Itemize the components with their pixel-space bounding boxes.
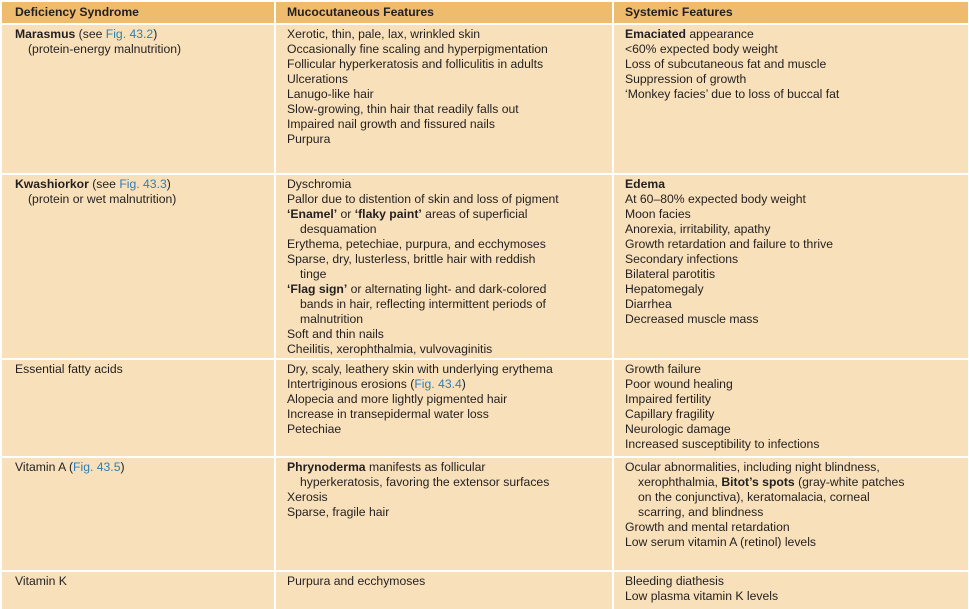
feature-bold: Emaciated [625, 27, 686, 41]
row-kwashiorkor-mucocutaneous [276, 175, 612, 358]
ref-suffix: ) [120, 460, 125, 474]
feature-line: Loss of subcutaneous fat and muscle [625, 57, 827, 71]
figure-link[interactable]: Fig. 43.3 [119, 177, 167, 191]
feature-line [287, 460, 612, 475]
syndrome-note: (protein or wet malnutrition) [28, 192, 177, 206]
feature-line: Capillary fragility [625, 407, 715, 421]
row-marasmus-mucocutaneous [276, 25, 612, 173]
feature-line: Soft and thin nails [287, 327, 384, 341]
syndrome-name: Marasmus [15, 27, 76, 41]
feature-line: Lanugo-like hair [287, 87, 374, 101]
feature-line: Ocular abnormalities, including night blindness, [625, 460, 880, 474]
deficiency-table [2, 2, 966, 603]
feature-line: Suppression of growth [625, 72, 747, 86]
ref-prefix: (see [88, 177, 120, 191]
row-marasmus-syndrome [2, 25, 274, 173]
feature-line: Low plasma vitamin K levels [625, 589, 779, 603]
feature-text: manifests as follicular [365, 460, 486, 474]
row-essential-fatty-acids-systemic [614, 360, 968, 456]
feature-line: Bleeding diathesis [625, 574, 724, 588]
feature-line: Hepatomegaly [625, 282, 704, 296]
feature-line: Petechiae [287, 422, 342, 436]
feature-line: Pallor due to distention of skin and loss of pigment [287, 192, 559, 206]
feature-line: Growth and mental retardation [625, 520, 790, 534]
row-vitamin-k-mucocutaneous [276, 572, 612, 609]
feature-line: <60% expected body weight [625, 42, 778, 56]
syndrome-name: Vitamin K [15, 574, 67, 588]
header-mucocutaneous-features: Mucocutaneous Features [276, 2, 612, 23]
feature-line [625, 475, 968, 490]
syndrome-name: Essential fatty acids [15, 362, 123, 376]
feature-line: Xerosis [287, 490, 328, 504]
feature-line: Purpura and ecchymoses [287, 574, 426, 588]
feature-line: Increase in transepidermal water loss [287, 407, 489, 421]
feature-bold: ‘Flag sign’ [287, 282, 348, 296]
ref-prefix: ( [65, 460, 74, 474]
feature-line: Impaired fertility [625, 392, 712, 406]
syndrome-note: (protein-energy malnutrition) [28, 42, 182, 56]
row-kwashiorkor-syndrome [2, 175, 274, 358]
feature-line [287, 282, 612, 297]
feature-line: Decreased muscle mass [625, 312, 759, 326]
row-marasmus-systemic [614, 25, 968, 173]
feature-bold: Phrynoderma [287, 460, 366, 474]
ref-suffix: ) [166, 177, 171, 191]
syndrome-name: Kwashiorkor [15, 177, 89, 191]
feature-line: bands in hair, reflecting intermittent periods of [300, 297, 546, 311]
feature-line: Moon facies [625, 207, 691, 221]
feature-line: Impaired nail growth and fissured nails [287, 117, 495, 131]
feature-line: Neurologic damage [625, 422, 731, 436]
feature-line: hyperkeratosis, favoring the extensor surfaces [300, 475, 550, 489]
syndrome-title-line [15, 460, 274, 475]
feature-line: Growth failure [625, 362, 701, 376]
header-systemic-features: Systemic Features [614, 2, 968, 23]
row-essential-fatty-acids-mucocutaneous [276, 360, 612, 456]
feature-line: Purpura [287, 132, 331, 146]
feature-line: Xerotic, thin, pale, lax, wrinkled skin [287, 27, 481, 41]
feature-line: Follicular hyperkeratosis and folliculitis in adults [287, 57, 544, 71]
feature-line: Anorexia, irritability, apathy [625, 222, 771, 236]
row-kwashiorkor-systemic [614, 175, 968, 358]
figure-link[interactable]: Fig. 43.2 [105, 27, 154, 41]
feature-text: ) [461, 377, 466, 391]
feature-line: desquamation [300, 222, 377, 236]
feature-line: Cheilitis, xerophthalmia, vulvovaginitis [287, 342, 493, 356]
feature-bold: ‘Enamel’ [287, 207, 338, 221]
row-vitamin-k-systemic [614, 572, 968, 609]
feature-line: Bilateral parotitis [625, 267, 716, 281]
feature-text: or [337, 207, 355, 221]
syndrome-name: Vitamin A [15, 460, 66, 474]
feature-line: Erythema, petechiae, purpura, and ecchymoses [287, 237, 546, 251]
feature-line: ‘Monkey facies’ due to loss of buccal fat [625, 87, 840, 101]
ref-suffix: ) [153, 27, 158, 41]
feature-text: appearance [685, 27, 754, 41]
feature-bold: ‘flaky paint’ [354, 207, 422, 221]
feature-line: Increased susceptibility to infections [625, 437, 820, 451]
feature-bold: Bitot’s spots [721, 475, 795, 489]
feature-line: Sparse, dry, lusterless, brittle hair with reddish [287, 252, 536, 266]
feature-text: or alternating light- and dark-colored [347, 282, 547, 296]
feature-line [287, 207, 612, 222]
feature-line: scarring, and blindness [638, 505, 764, 519]
feature-line: Occasionally fine scaling and hyperpigmentation [287, 42, 548, 56]
row-vitamin-k-syndrome [2, 572, 274, 609]
figure-link[interactable]: Fig. 43.5 [73, 460, 121, 474]
feature-line [625, 27, 968, 42]
row-vitamin-a-mucocutaneous [276, 458, 612, 570]
syndrome-title-line [15, 177, 274, 192]
syndrome-title-line [15, 27, 274, 42]
feature-text: areas of superficial [421, 207, 528, 221]
feature-line: Alopecia and more lightly pigmented hair [287, 392, 508, 406]
feature-line: Secondary infections [625, 252, 739, 266]
feature-line: Low serum vitamin A (retinol) levels [625, 535, 817, 549]
feature-line: Ulcerations [287, 72, 348, 86]
header-deficiency-syndrome: Deficiency Syndrome [2, 2, 274, 23]
feature-line: Diarrhea [625, 297, 672, 311]
row-essential-fatty-acids-syndrome [2, 360, 274, 456]
feature-line: on the conjunctiva), keratomalacia, corneal [638, 490, 870, 504]
ref-prefix: (see [75, 27, 106, 41]
feature-text: xerophthalmia, [638, 475, 722, 489]
feature-line: tinge [300, 267, 327, 281]
feature-line [287, 377, 612, 392]
feature-line: Dyschromia [287, 177, 352, 191]
feature-text: Intertriginous erosions ( [287, 377, 415, 391]
feature-text: (gray-white patches [794, 475, 905, 489]
feature-line: Growth retardation and failure to thrive [625, 237, 833, 251]
row-vitamin-a-syndrome [2, 458, 274, 570]
feature-line: Poor wound healing [625, 377, 733, 391]
figure-link[interactable]: Fig. 43.4 [414, 377, 462, 391]
feature-line: Sparse, fragile hair [287, 505, 390, 519]
feature-line: Dry, scaly, leathery skin with underlying erythema [287, 362, 553, 376]
feature-line: At 60–80% expected body weight [625, 192, 806, 206]
feature-line: malnutrition [300, 312, 363, 326]
feature-line: Slow-growing, thin hair that readily falls out [287, 102, 519, 116]
feature-line: Edema [625, 177, 665, 191]
row-vitamin-a-systemic [614, 458, 968, 570]
